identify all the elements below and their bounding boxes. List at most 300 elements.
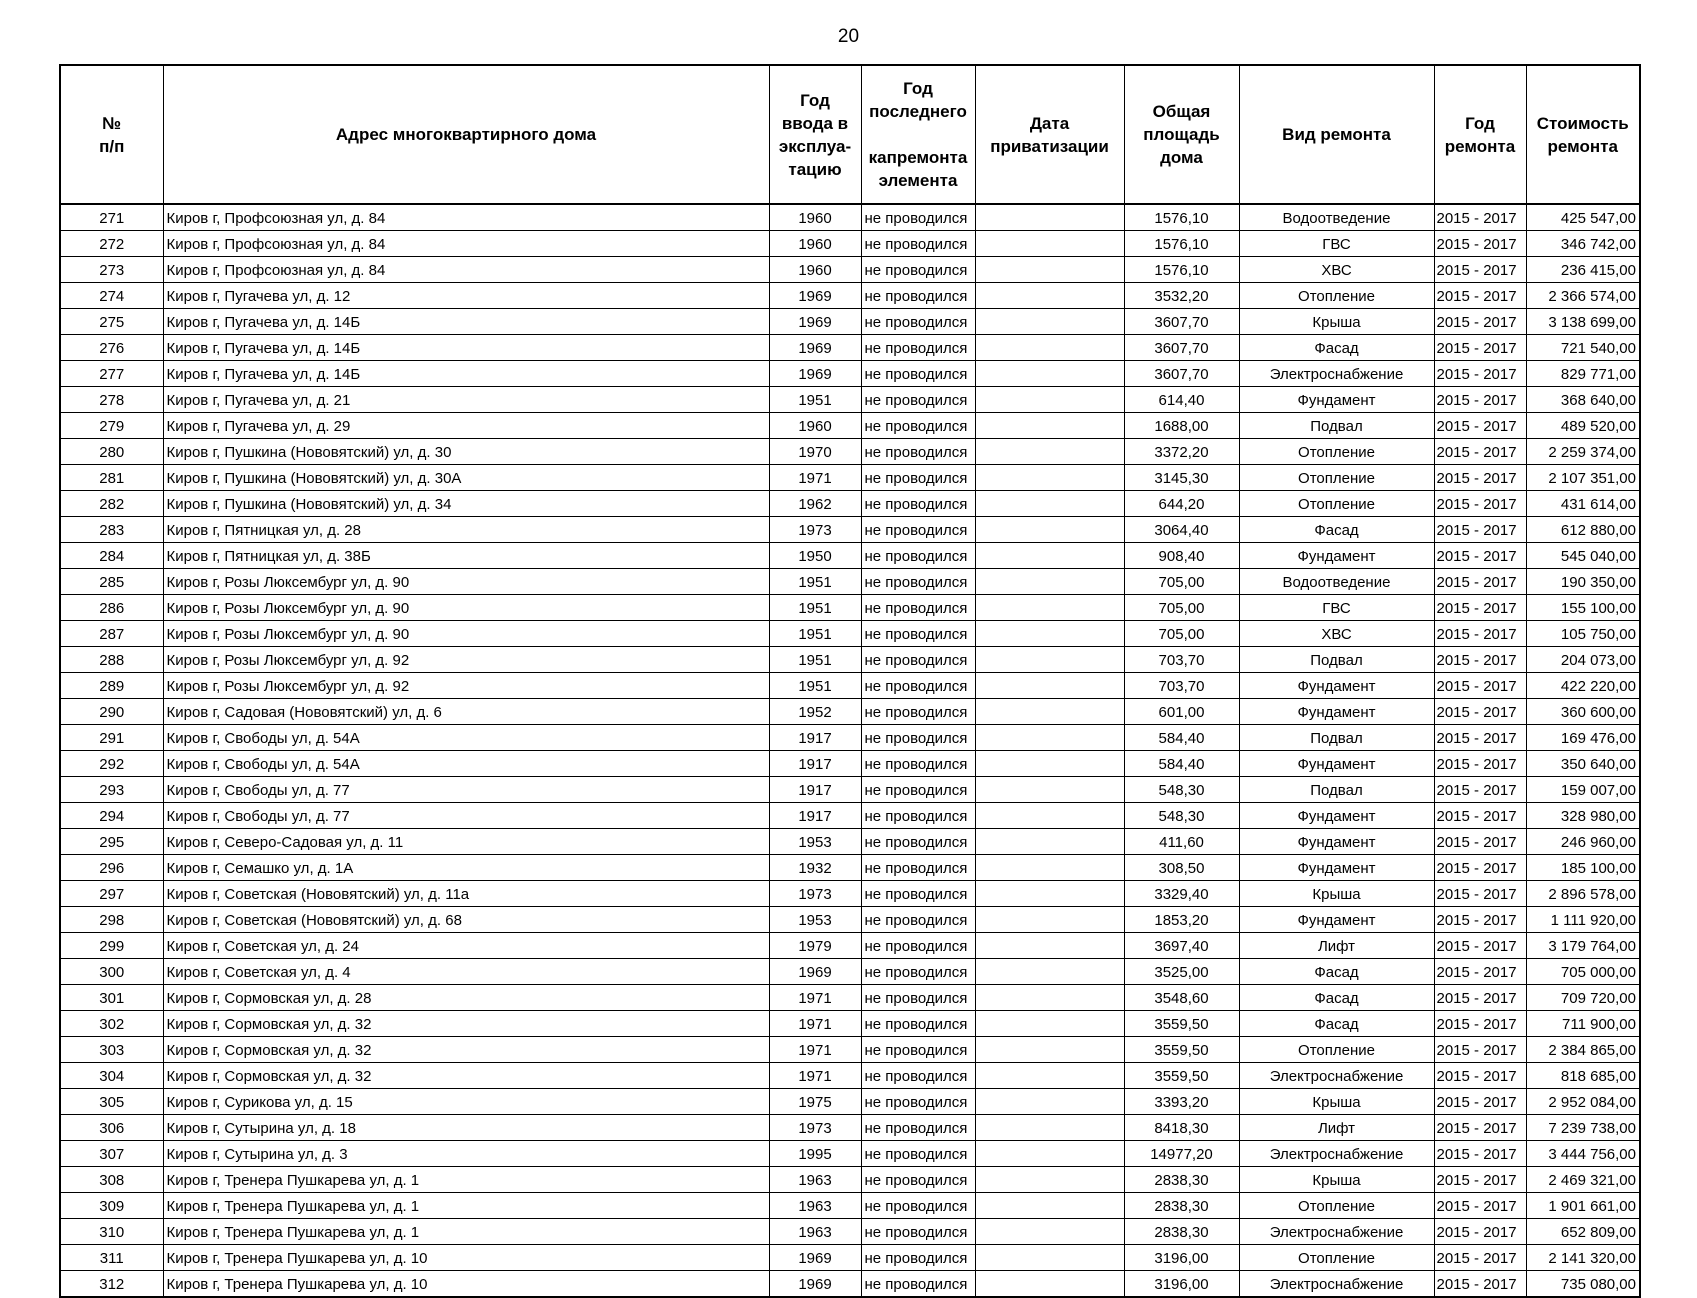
cell-privatization-date: [975, 231, 1124, 257]
cell-privatization-date: [975, 569, 1124, 595]
table-row: [60, 1193, 1640, 1219]
cell-num: 271: [60, 204, 163, 231]
cell-repair-type: Отопление: [1239, 491, 1434, 517]
cell-total-area: 3559,50: [1124, 1011, 1239, 1037]
cell-privatization-date: [975, 699, 1124, 725]
cell-privatization-date: [975, 1115, 1124, 1141]
cell-num: 300: [60, 959, 163, 985]
cell-repair-type: Отопление: [1239, 439, 1434, 465]
cell-year-commissioned: 1969: [769, 335, 861, 361]
cell-repair-cost: 711 900,00: [1526, 1011, 1640, 1037]
cell-address: Киров г, Пугачева ул, д. 29: [163, 413, 769, 439]
cell-last-repair-year: не проводился: [861, 361, 975, 387]
cell-num: 275: [60, 309, 163, 335]
cell-num: 306: [60, 1115, 163, 1141]
table-row: [60, 777, 1640, 803]
cell-repair-year: 2015 - 2017: [1434, 829, 1526, 855]
table-row: [60, 699, 1640, 725]
cell-address: Киров г, Розы Люксембург ул, д. 90: [163, 621, 769, 647]
table-row: [60, 413, 1640, 439]
cell-repair-type: Отопление: [1239, 1245, 1434, 1271]
cell-total-area: 1853,20: [1124, 907, 1239, 933]
cell-address: Киров г, Тренера Пушкарева ул, д. 1: [163, 1167, 769, 1193]
cell-repair-cost: 2 259 374,00: [1526, 439, 1640, 465]
cell-repair-type: Фундамент: [1239, 673, 1434, 699]
cell-repair-type: Фундамент: [1239, 855, 1434, 881]
table-row: [60, 725, 1640, 751]
cell-repair-cost: 2 896 578,00: [1526, 881, 1640, 907]
cell-last-repair-year: не проводился: [861, 413, 975, 439]
cell-repair-year: 2015 - 2017: [1434, 1115, 1526, 1141]
cell-total-area: 2838,30: [1124, 1193, 1239, 1219]
cell-address: Киров г, Пушкина (Нововятский) ул, д. 30: [163, 439, 769, 465]
cell-repair-cost: 236 415,00: [1526, 257, 1640, 283]
cell-total-area: 601,00: [1124, 699, 1239, 725]
cell-address: Киров г, Розы Люксембург ул, д. 90: [163, 595, 769, 621]
cell-address: Киров г, Розы Люксембург ул, д. 92: [163, 673, 769, 699]
cell-year-commissioned: 1951: [769, 569, 861, 595]
cell-repair-cost: 204 073,00: [1526, 647, 1640, 673]
cell-repair-type: Крыша: [1239, 1089, 1434, 1115]
cell-privatization-date: [975, 1037, 1124, 1063]
cell-total-area: 3607,70: [1124, 335, 1239, 361]
cell-address: Киров г, Советская ул, д. 24: [163, 933, 769, 959]
table-row: [60, 569, 1640, 595]
table-row: [60, 1245, 1640, 1271]
cell-num: 293: [60, 777, 163, 803]
cell-last-repair-year: не проводился: [861, 257, 975, 283]
table-row: [60, 621, 1640, 647]
cell-year-commissioned: 1979: [769, 933, 861, 959]
cell-last-repair-year: не проводился: [861, 699, 975, 725]
cell-num: 280: [60, 439, 163, 465]
cell-total-area: 584,40: [1124, 725, 1239, 751]
cell-repair-year: 2015 - 2017: [1434, 725, 1526, 751]
cell-year-commissioned: 1917: [769, 803, 861, 829]
cell-privatization-date: [975, 465, 1124, 491]
cell-repair-year: 2015 - 2017: [1434, 517, 1526, 543]
cell-repair-cost: 1 111 920,00: [1526, 907, 1640, 933]
cell-repair-type: Отопление: [1239, 465, 1434, 491]
cell-repair-type: Подвал: [1239, 413, 1434, 439]
cell-repair-cost: 709 720,00: [1526, 985, 1640, 1011]
cell-total-area: 3372,20: [1124, 439, 1239, 465]
cell-year-commissioned: 1971: [769, 465, 861, 491]
cell-num: 295: [60, 829, 163, 855]
cell-address: Киров г, Тренера Пушкарева ул, д. 1: [163, 1219, 769, 1245]
cell-repair-cost: 489 520,00: [1526, 413, 1640, 439]
cell-year-commissioned: 1917: [769, 751, 861, 777]
cell-address: Киров г, Свободы ул, д. 54А: [163, 725, 769, 751]
cell-num: 273: [60, 257, 163, 283]
cell-num: 287: [60, 621, 163, 647]
cell-privatization-date: [975, 1167, 1124, 1193]
cell-year-commissioned: 1932: [769, 855, 861, 881]
cell-address: Киров г, Тренера Пушкарева ул, д. 1: [163, 1193, 769, 1219]
cell-num: 297: [60, 881, 163, 907]
cell-last-repair-year: не проводился: [861, 569, 975, 595]
cell-last-repair-year: не проводился: [861, 1089, 975, 1115]
cell-total-area: 8418,30: [1124, 1115, 1239, 1141]
table-row: [60, 1011, 1640, 1037]
cell-last-repair-year: не проводился: [861, 1167, 975, 1193]
cell-total-area: 614,40: [1124, 387, 1239, 413]
cell-privatization-date: [975, 309, 1124, 335]
cell-num: 290: [60, 699, 163, 725]
cell-year-commissioned: 1969: [769, 309, 861, 335]
cell-privatization-date: [975, 647, 1124, 673]
cell-address: Киров г, Свободы ул, д. 77: [163, 777, 769, 803]
cell-repair-year: 2015 - 2017: [1434, 1271, 1526, 1298]
cell-address: Киров г, Розы Люксембург ул, д. 92: [163, 647, 769, 673]
cell-repair-cost: 829 771,00: [1526, 361, 1640, 387]
cell-privatization-date: [975, 283, 1124, 309]
cell-repair-type: Фундамент: [1239, 387, 1434, 413]
cell-num: 296: [60, 855, 163, 881]
table-row: [60, 1141, 1640, 1167]
cell-repair-cost: 2 469 321,00: [1526, 1167, 1640, 1193]
cell-total-area: 1576,10: [1124, 204, 1239, 231]
cell-last-repair-year: не проводился: [861, 465, 975, 491]
cell-total-area: 3064,40: [1124, 517, 1239, 543]
cell-year-commissioned: 1969: [769, 1245, 861, 1271]
cell-privatization-date: [975, 1089, 1124, 1115]
cell-total-area: 3196,00: [1124, 1271, 1239, 1298]
cell-repair-year: 2015 - 2017: [1434, 699, 1526, 725]
table-header-row: [60, 65, 1640, 204]
cell-total-area: 705,00: [1124, 569, 1239, 595]
cell-total-area: 3607,70: [1124, 361, 1239, 387]
cell-repair-cost: 159 007,00: [1526, 777, 1640, 803]
cell-privatization-date: [975, 491, 1124, 517]
cell-last-repair-year: не проводился: [861, 621, 975, 647]
table-row: [60, 361, 1640, 387]
table-row: [60, 517, 1640, 543]
cell-privatization-date: [975, 673, 1124, 699]
cell-total-area: 908,40: [1124, 543, 1239, 569]
cell-num: 308: [60, 1167, 163, 1193]
table-body: [60, 204, 1640, 1297]
cell-year-commissioned: 1960: [769, 231, 861, 257]
cell-total-area: 3559,50: [1124, 1063, 1239, 1089]
cell-address: Киров г, Тренера Пушкарева ул, д. 10: [163, 1271, 769, 1298]
table-row: [60, 543, 1640, 569]
cell-address: Киров г, Северо-Садовая ул, д. 11: [163, 829, 769, 855]
cell-privatization-date: [975, 204, 1124, 231]
cell-repair-cost: 3 138 699,00: [1526, 309, 1640, 335]
cell-privatization-date: [975, 595, 1124, 621]
table-row: [60, 985, 1640, 1011]
cell-year-commissioned: 1951: [769, 673, 861, 699]
cell-repair-cost: 346 742,00: [1526, 231, 1640, 257]
cell-repair-cost: 2 366 574,00: [1526, 283, 1640, 309]
cell-num: 305: [60, 1089, 163, 1115]
table-row: [60, 439, 1640, 465]
header-repair-year: Год ремонта: [1434, 65, 1526, 204]
cell-last-repair-year: не проводился: [861, 907, 975, 933]
table-row: [60, 1219, 1640, 1245]
cell-last-repair-year: не проводился: [861, 335, 975, 361]
cell-total-area: 3393,20: [1124, 1089, 1239, 1115]
cell-repair-type: Фасад: [1239, 517, 1434, 543]
cell-repair-year: 2015 - 2017: [1434, 673, 1526, 699]
cell-total-area: 703,70: [1124, 673, 1239, 699]
cell-privatization-date: [975, 933, 1124, 959]
cell-address: Киров г, Пятницкая ул, д. 28: [163, 517, 769, 543]
cell-privatization-date: [975, 1063, 1124, 1089]
cell-privatization-date: [975, 621, 1124, 647]
cell-repair-cost: 818 685,00: [1526, 1063, 1640, 1089]
cell-last-repair-year: не проводился: [861, 985, 975, 1011]
cell-repair-cost: 431 614,00: [1526, 491, 1640, 517]
table-row: [60, 855, 1640, 881]
cell-total-area: 3329,40: [1124, 881, 1239, 907]
cell-privatization-date: [975, 959, 1124, 985]
cell-year-commissioned: 1963: [769, 1167, 861, 1193]
cell-total-area: 308,50: [1124, 855, 1239, 881]
cell-repair-cost: 425 547,00: [1526, 204, 1640, 231]
cell-repair-cost: 2 141 320,00: [1526, 1245, 1640, 1271]
cell-privatization-date: [975, 257, 1124, 283]
cell-address: Киров г, Розы Люксембург ул, д. 90: [163, 569, 769, 595]
cell-repair-type: Фасад: [1239, 335, 1434, 361]
table-row: [60, 283, 1640, 309]
cell-total-area: 705,00: [1124, 621, 1239, 647]
cell-last-repair-year: не проводился: [861, 309, 975, 335]
repair-register-table: [59, 64, 1641, 1298]
cell-repair-year: 2015 - 2017: [1434, 959, 1526, 985]
cell-repair-year: 2015 - 2017: [1434, 933, 1526, 959]
cell-num: 272: [60, 231, 163, 257]
header-num: № п/п: [60, 65, 163, 204]
cell-repair-year: 2015 - 2017: [1434, 1193, 1526, 1219]
cell-repair-cost: 7 239 738,00: [1526, 1115, 1640, 1141]
cell-num: 278: [60, 387, 163, 413]
cell-total-area: 3697,40: [1124, 933, 1239, 959]
cell-year-commissioned: 1975: [769, 1089, 861, 1115]
cell-total-area: 644,20: [1124, 491, 1239, 517]
cell-privatization-date: [975, 751, 1124, 777]
cell-repair-cost: 721 540,00: [1526, 335, 1640, 361]
cell-repair-type: Крыша: [1239, 309, 1434, 335]
cell-year-commissioned: 1917: [769, 725, 861, 751]
cell-address: Киров г, Сутырина ул, д. 18: [163, 1115, 769, 1141]
cell-repair-type: ХВС: [1239, 257, 1434, 283]
cell-address: Киров г, Профсоюзная ул, д. 84: [163, 257, 769, 283]
cell-total-area: 3145,30: [1124, 465, 1239, 491]
cell-last-repair-year: не проводился: [861, 803, 975, 829]
table-row: [60, 933, 1640, 959]
cell-privatization-date: [975, 1011, 1124, 1037]
table-row: [60, 751, 1640, 777]
cell-repair-year: 2015 - 2017: [1434, 1219, 1526, 1245]
cell-privatization-date: [975, 985, 1124, 1011]
table-row: [60, 1115, 1640, 1141]
cell-year-commissioned: 1950: [769, 543, 861, 569]
cell-year-commissioned: 1953: [769, 907, 861, 933]
cell-year-commissioned: 1995: [769, 1141, 861, 1167]
cell-repair-year: 2015 - 2017: [1434, 1167, 1526, 1193]
cell-repair-cost: 190 350,00: [1526, 569, 1640, 595]
cell-privatization-date: [975, 725, 1124, 751]
cell-repair-cost: 2 107 351,00: [1526, 465, 1640, 491]
header-year-commissioned: Год ввода в эксплуа- тацию: [769, 65, 861, 204]
cell-repair-year: 2015 - 2017: [1434, 751, 1526, 777]
table-row: [60, 231, 1640, 257]
table-row: [60, 257, 1640, 283]
cell-repair-year: 2015 - 2017: [1434, 257, 1526, 283]
cell-num: 292: [60, 751, 163, 777]
cell-address: Киров г, Пятницкая ул, д. 38Б: [163, 543, 769, 569]
cell-num: 276: [60, 335, 163, 361]
cell-last-repair-year: не проводился: [861, 647, 975, 673]
page-number: 20: [837, 26, 860, 47]
cell-last-repair-year: не проводился: [861, 439, 975, 465]
cell-total-area: 1576,10: [1124, 257, 1239, 283]
cell-total-area: 411,60: [1124, 829, 1239, 855]
cell-repair-cost: 545 040,00: [1526, 543, 1640, 569]
cell-num: 304: [60, 1063, 163, 1089]
cell-year-commissioned: 1971: [769, 985, 861, 1011]
cell-last-repair-year: не проводился: [861, 387, 975, 413]
cell-num: 312: [60, 1271, 163, 1298]
cell-privatization-date: [975, 361, 1124, 387]
cell-privatization-date: [975, 387, 1124, 413]
cell-num: 283: [60, 517, 163, 543]
cell-total-area: 3532,20: [1124, 283, 1239, 309]
table-row: [60, 907, 1640, 933]
cell-num: 282: [60, 491, 163, 517]
cell-repair-type: ГВС: [1239, 595, 1434, 621]
cell-address: Киров г, Садовая (Нововятский) ул, д. 6: [163, 699, 769, 725]
cell-repair-year: 2015 - 2017: [1434, 1245, 1526, 1271]
cell-last-repair-year: не проводился: [861, 595, 975, 621]
cell-year-commissioned: 1969: [769, 959, 861, 985]
cell-year-commissioned: 1960: [769, 204, 861, 231]
cell-privatization-date: [975, 881, 1124, 907]
cell-repair-year: 2015 - 2017: [1434, 1141, 1526, 1167]
cell-repair-cost: 328 980,00: [1526, 803, 1640, 829]
cell-num: 281: [60, 465, 163, 491]
cell-num: 310: [60, 1219, 163, 1245]
cell-num: 302: [60, 1011, 163, 1037]
cell-repair-type: Электроснабжение: [1239, 1219, 1434, 1245]
cell-last-repair-year: не проводился: [861, 1219, 975, 1245]
cell-total-area: 3607,70: [1124, 309, 1239, 335]
cell-repair-type: Подвал: [1239, 777, 1434, 803]
cell-last-repair-year: не проводился: [861, 283, 975, 309]
header-repair-cost: Стоимость ремонта: [1526, 65, 1640, 204]
cell-repair-year: 2015 - 2017: [1434, 543, 1526, 569]
cell-year-commissioned: 1971: [769, 1037, 861, 1063]
cell-repair-type: Водоотведение: [1239, 204, 1434, 231]
cell-last-repair-year: не проводился: [861, 1037, 975, 1063]
cell-repair-year: 2015 - 2017: [1434, 881, 1526, 907]
cell-repair-type: Фундамент: [1239, 803, 1434, 829]
cell-repair-year: 2015 - 2017: [1434, 204, 1526, 231]
cell-last-repair-year: не проводился: [861, 1271, 975, 1298]
cell-privatization-date: [975, 1245, 1124, 1271]
cell-address: Киров г, Советская ул, д. 4: [163, 959, 769, 985]
cell-year-commissioned: 1951: [769, 387, 861, 413]
table-row: [60, 595, 1640, 621]
cell-address: Киров г, Пугачева ул, д. 21: [163, 387, 769, 413]
cell-total-area: 2838,30: [1124, 1167, 1239, 1193]
cell-repair-year: 2015 - 2017: [1434, 283, 1526, 309]
cell-address: Киров г, Тренера Пушкарева ул, д. 10: [163, 1245, 769, 1271]
table-row: [60, 309, 1640, 335]
cell-repair-cost: 1 901 661,00: [1526, 1193, 1640, 1219]
cell-address: Киров г, Советская (Нововятский) ул, д. 68: [163, 907, 769, 933]
cell-year-commissioned: 1962: [769, 491, 861, 517]
cell-repair-type: ХВС: [1239, 621, 1434, 647]
cell-repair-type: Лифт: [1239, 933, 1434, 959]
cell-year-commissioned: 1970: [769, 439, 861, 465]
cell-repair-type: Крыша: [1239, 881, 1434, 907]
cell-address: Киров г, Профсоюзная ул, д. 84: [163, 231, 769, 257]
cell-repair-cost: 246 960,00: [1526, 829, 1640, 855]
cell-last-repair-year: не проводился: [861, 1245, 975, 1271]
cell-total-area: 584,40: [1124, 751, 1239, 777]
cell-last-repair-year: не проводился: [861, 725, 975, 751]
header-privatization-date: Дата приватизации: [975, 65, 1124, 204]
cell-repair-year: 2015 - 2017: [1434, 907, 1526, 933]
cell-last-repair-year: не проводился: [861, 829, 975, 855]
cell-repair-cost: 2 952 084,00: [1526, 1089, 1640, 1115]
table-row: [60, 335, 1640, 361]
cell-repair-year: 2015 - 2017: [1434, 1037, 1526, 1063]
cell-repair-year: 2015 - 2017: [1434, 413, 1526, 439]
cell-repair-cost: 2 384 865,00: [1526, 1037, 1640, 1063]
cell-repair-year: 2015 - 2017: [1434, 439, 1526, 465]
cell-repair-type: Фундамент: [1239, 907, 1434, 933]
cell-repair-year: 2015 - 2017: [1434, 855, 1526, 881]
cell-last-repair-year: не проводился: [861, 777, 975, 803]
cell-privatization-date: [975, 855, 1124, 881]
cell-repair-year: 2015 - 2017: [1434, 803, 1526, 829]
cell-privatization-date: [975, 1271, 1124, 1298]
cell-last-repair-year: не проводился: [861, 543, 975, 569]
cell-num: 277: [60, 361, 163, 387]
table-row: [60, 1063, 1640, 1089]
cell-last-repair-year: не проводился: [861, 959, 975, 985]
header-address: Адрес многоквартирного дома: [163, 65, 769, 204]
cell-num: 285: [60, 569, 163, 595]
cell-repair-cost: 360 600,00: [1526, 699, 1640, 725]
cell-last-repair-year: не проводился: [861, 1011, 975, 1037]
cell-address: Киров г, Сормовская ул, д. 32: [163, 1037, 769, 1063]
cell-repair-year: 2015 - 2017: [1434, 335, 1526, 361]
cell-repair-cost: 155 100,00: [1526, 595, 1640, 621]
table-row: [60, 491, 1640, 517]
cell-address: Киров г, Свободы ул, д. 54А: [163, 751, 769, 777]
cell-last-repair-year: не проводился: [861, 1063, 975, 1089]
cell-year-commissioned: 1951: [769, 621, 861, 647]
cell-repair-year: 2015 - 2017: [1434, 621, 1526, 647]
cell-num: 307: [60, 1141, 163, 1167]
cell-repair-type: Крыша: [1239, 1167, 1434, 1193]
cell-last-repair-year: не проводился: [861, 751, 975, 777]
cell-address: Киров г, Профсоюзная ул, д. 84: [163, 204, 769, 231]
cell-privatization-date: [975, 335, 1124, 361]
cell-total-area: 703,70: [1124, 647, 1239, 673]
cell-num: 311: [60, 1245, 163, 1271]
cell-last-repair-year: не проводился: [861, 204, 975, 231]
cell-num: 284: [60, 543, 163, 569]
cell-privatization-date: [975, 907, 1124, 933]
cell-repair-year: 2015 - 2017: [1434, 309, 1526, 335]
cell-year-commissioned: 1969: [769, 1271, 861, 1298]
